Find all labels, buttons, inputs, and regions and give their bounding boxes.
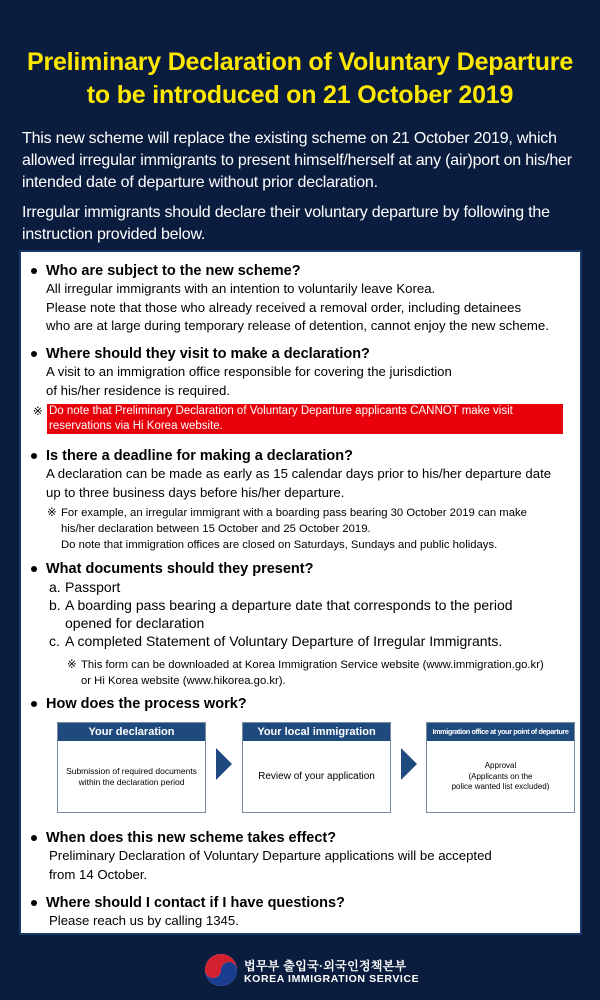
section-answer-line: All irregular immigrants with an intention to voluntarily leave Korea. [46,281,436,296]
bullet-icon [31,835,37,841]
process-step [242,722,391,813]
note-line: or Hi Korea website (www.hikorea.go.kr). [81,675,286,687]
process-flow [57,722,577,817]
section-question: When does this new scheme takes effect? [46,830,337,846]
intro-paragraph-2: Irregular immigrants should declare their voluntary departure by following the instruction provided below. [22,204,550,243]
arrow-right-icon [401,748,417,780]
section-answer-line: A visit to an immigration office responsible for covering the jurisdiction [46,364,452,379]
reference-mark-icon: ※ [33,406,43,418]
list-item: a. Passport [49,579,121,595]
list-item: opened for declaration [65,615,205,631]
info-card [19,250,582,935]
section-question: Is there a deadline for making a declaration? [46,448,354,464]
section-question: Where should they visit to make a declaration? [46,346,370,362]
bullet-icon [31,453,37,459]
step-header: Your declaration [58,723,205,741]
org-name-english: KOREA IMMIGRATION SERVICE [244,973,420,985]
section-question: What documents should they present? [46,561,314,577]
section-answer-line: who are at large during temporary release of detention, cannot enjoy the new scheme. [46,318,549,333]
arrow-right-icon [216,748,232,780]
taegeuk-logo-icon [204,953,238,987]
section-answer-line: of his/her residence is required. [46,382,230,398]
warning-line: Do note that Preliminary Declaration of Voluntary Departure applicants CANNOT make visit [49,405,513,417]
section-question: Where should I contact if I have questions? [46,895,345,911]
page-title [0,46,600,112]
section-answer-line: A declaration can be made as early as 15 calendar days prior to his/her departure date [46,466,552,481]
section-answer-line: from 14 October. [49,866,148,882]
note-line: Do note that immigration offices are closed on Saturdays, Sundays and public holidays. [61,539,498,551]
document-list [49,578,513,650]
step-body: Approval (Applicants on the police wanted list excluded) [451,761,550,792]
step-header: Immigration office at your point of departure [427,723,574,741]
footer [0,945,600,995]
title-line-1: Preliminary Declaration of Voluntary Departure [26,48,574,76]
step-body: Review of your application [258,771,375,782]
section-answer-line: up to three business days before his/her departure. [46,484,345,500]
warning-highlight [47,404,563,434]
note-line: For example, an irregular immigrant with a boarding pass bearing 30 October 2019 can make [61,507,527,519]
reference-mark-icon: ※ [67,659,77,671]
list-item: b. A boarding pass bearing a departure date that corresponds to the period [49,597,513,613]
intro-text [22,128,592,246]
section-question: Who are subject to the new scheme? [46,263,301,279]
process-step [57,722,206,813]
note-line: his/her declaration between 15 October and 25 October 2019. [61,523,371,535]
list-item: c. A completed Statement of Voluntary Departure of Irregular Immigrants. [49,633,503,649]
warning-line: reservations via Hi Korea website. [49,420,223,432]
bullet-icon [31,268,37,274]
section-answer-line: Preliminary Declaration of Voluntary Departure applications will be accepted [49,848,492,863]
note-line: This form can be downloaded at Korea Immigration Service website (www.immigration.go.kr) [81,659,544,671]
bullet-icon [31,900,37,906]
bullet-icon [31,351,37,357]
reference-mark-icon: ※ [47,507,57,519]
title-line-2: to be introduced on 21 October 2019 [86,81,514,109]
step-body: Submission of required documents within the declaration period [66,766,197,787]
process-step [426,722,575,813]
step-header: Your local immigration office [243,723,390,741]
section-answer-line: Please note that those who already received a removal order, including detainees [46,299,522,315]
bullet-icon [31,566,37,572]
section-answer-line: Please reach us by calling 1345. [49,913,239,928]
intro-paragraph-1: This new scheme will replace the existing scheme on 21 October 2019, which allowed irregular immigrants to present himself/herself at any (air)port on his/her intended date of departure without prior declaration. [22,130,572,191]
org-name-korean: 법무부 출입국·외국인정책본부 [244,959,407,973]
bullet-icon [31,701,37,707]
section-question: How does the process work? [46,696,247,712]
